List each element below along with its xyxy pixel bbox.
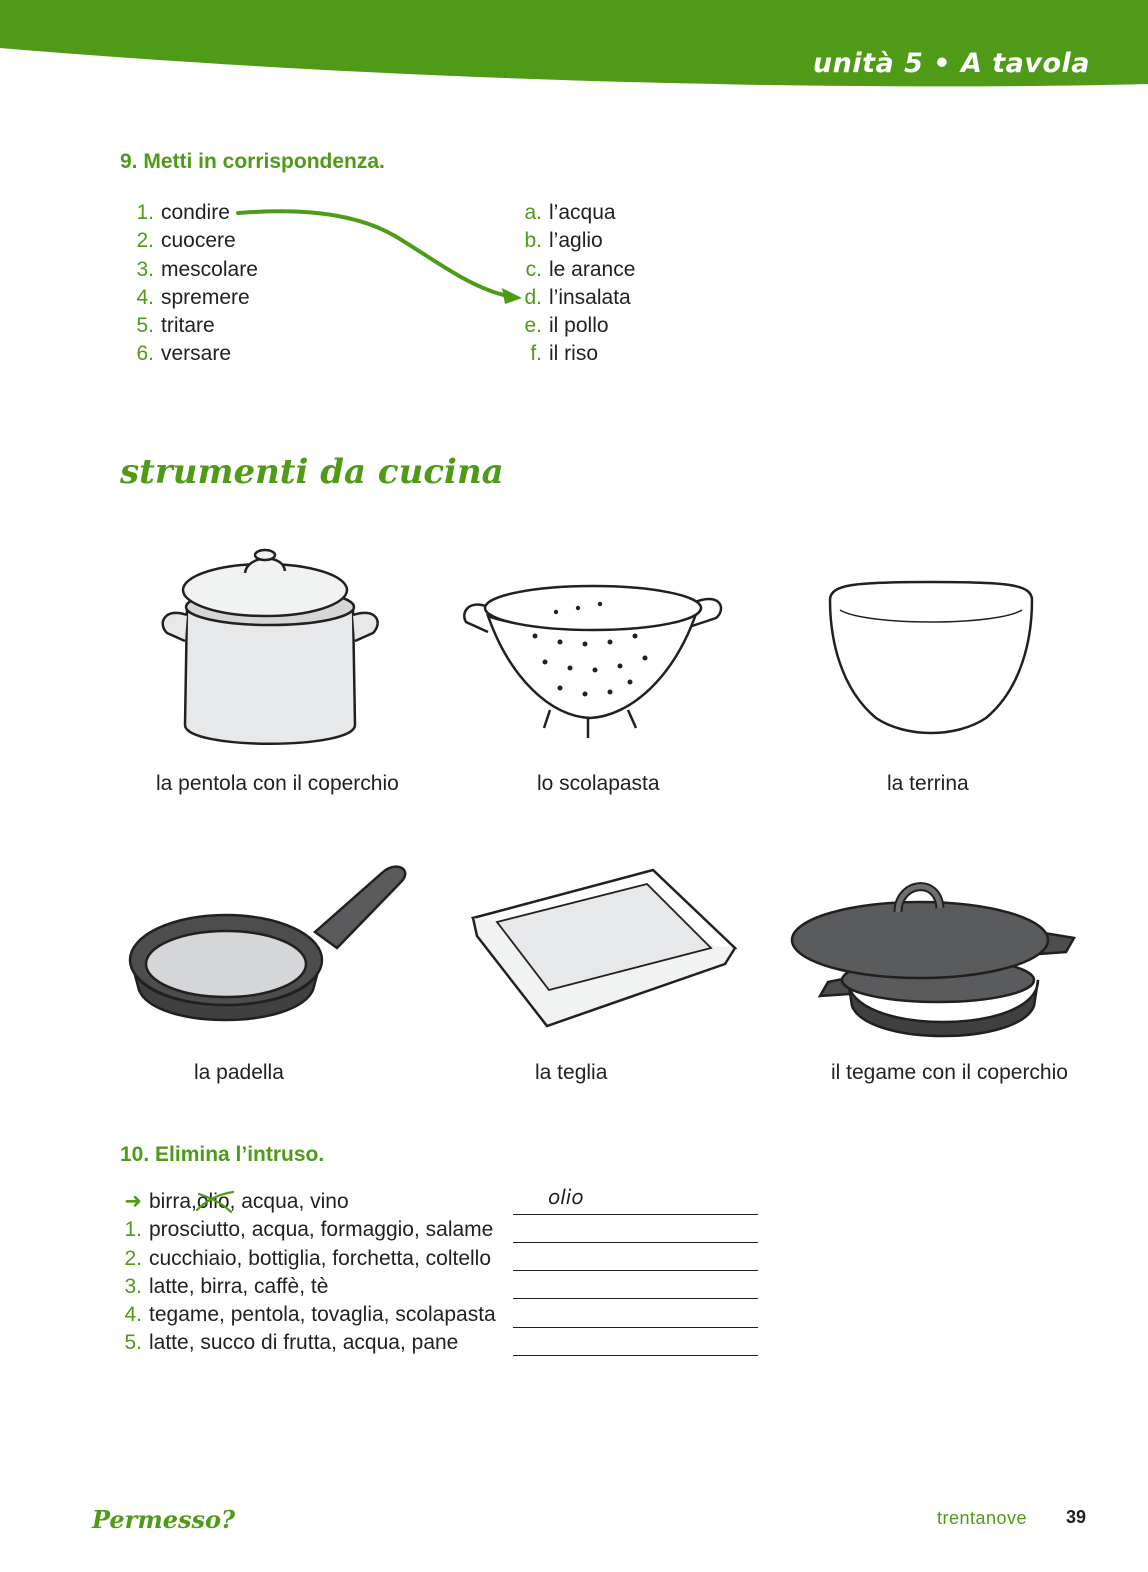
answer-line-4[interactable] (513, 1299, 758, 1328)
item-verb: mescolare (161, 257, 258, 281)
item-number: 4. (124, 1303, 142, 1327)
answer-line-3[interactable] (513, 1270, 758, 1299)
list-item (120, 1329, 496, 1357)
example-after: , acqua, vino (229, 1190, 349, 1213)
unit-title: unità 5 • A tavola (812, 48, 1090, 79)
caption-baking-tray: la teglia (535, 1061, 608, 1084)
item-noun: le arance (549, 257, 636, 281)
answer-line-2[interactable] (513, 1242, 758, 1271)
book-title: Permesso? (92, 1505, 236, 1534)
answer-line-5[interactable] (513, 1327, 758, 1356)
list-item (520, 340, 635, 368)
list-item (120, 1216, 496, 1244)
item-letter: c. (525, 257, 542, 281)
item-noun: l’aglio (549, 229, 603, 253)
item-number: 2. (124, 1246, 142, 1270)
answer-line-1[interactable] (513, 1214, 758, 1243)
example-answer: olio (548, 1185, 584, 1209)
item-letter: b. (524, 229, 542, 253)
item-noun: il pollo (549, 314, 609, 338)
item-letter: d. (524, 285, 542, 309)
item-number: 6. (136, 342, 154, 366)
item-letter: e. (524, 314, 542, 338)
pan-with-lid-icon (788, 876, 1083, 1046)
item-number: 5. (124, 1331, 142, 1355)
item-verb: cuocere (161, 229, 236, 253)
item-number: 4. (136, 285, 154, 309)
item-noun: l’insalata (549, 285, 631, 309)
list-item (120, 312, 258, 340)
item-verb: tritare (161, 314, 215, 338)
page-number-word: trentanove (937, 1508, 1028, 1528)
item-verb: versare (161, 342, 232, 366)
item-number: 1. (124, 1218, 142, 1242)
exercise-9-title: 9. Metti in corrispondenza. (120, 150, 385, 173)
page-number: 39 (1066, 1507, 1087, 1527)
list-item (520, 312, 635, 340)
exercise-10-list (120, 1188, 496, 1358)
baking-tray-icon (463, 866, 741, 1036)
example-item (120, 1188, 496, 1216)
list-item (520, 256, 635, 284)
caption-colander: lo scolapasta (537, 772, 660, 795)
match-arrow-icon (230, 200, 530, 310)
list-item (120, 1273, 496, 1301)
list-item (120, 1245, 496, 1273)
item-words: latte, succo di frutta, acqua, pane (149, 1331, 459, 1355)
pot-with-lid-icon (155, 545, 385, 765)
item-number: 1. (136, 201, 154, 224)
list-item (520, 284, 635, 312)
frying-pan-icon (125, 860, 410, 1035)
list-item (120, 340, 258, 368)
bowl-icon (826, 578, 1036, 740)
example-before: birra, (149, 1190, 197, 1213)
item-number: 2. (136, 229, 154, 253)
exercise-10-title: 10. Elimina l’intruso. (120, 1143, 325, 1166)
item-words: latte, birra, caffè, tè (149, 1274, 329, 1298)
item-number: 5. (136, 314, 154, 338)
colander-icon (460, 578, 725, 743)
item-verb: spremere (161, 285, 250, 309)
crossed-word: olio (197, 1188, 230, 1216)
item-words: tegame, pentola, tovaglia, scolapasta (149, 1303, 496, 1327)
item-noun: il riso (549, 342, 599, 366)
list-item (120, 1301, 496, 1329)
item-words: prosciutto, acqua, formaggio, salame (149, 1218, 494, 1242)
list-item (520, 199, 635, 227)
caption-pot: la pentola con il coperchio (156, 772, 399, 795)
item-words: cucchiaio, bottiglia, forchetta, coltello (149, 1246, 492, 1270)
section-title: strumenti da cucina (120, 452, 504, 492)
arrow-right-icon: ➜ (124, 1190, 142, 1213)
caption-frying-pan: la padella (194, 1061, 284, 1084)
item-number: 3. (124, 1274, 142, 1298)
caption-pan-with-lid: il tegame con il coperchio (831, 1061, 1068, 1084)
item-letter: f. (530, 342, 542, 366)
caption-bowl: la terrina (887, 772, 969, 795)
item-letter: a. (524, 201, 542, 224)
cross-out-icon (195, 1190, 235, 1214)
item-noun: l’acqua (549, 201, 616, 224)
item-verb: condire (161, 201, 230, 224)
item-number: 3. (136, 257, 154, 281)
exercise-9-right-list (520, 199, 635, 369)
list-item (520, 227, 635, 255)
